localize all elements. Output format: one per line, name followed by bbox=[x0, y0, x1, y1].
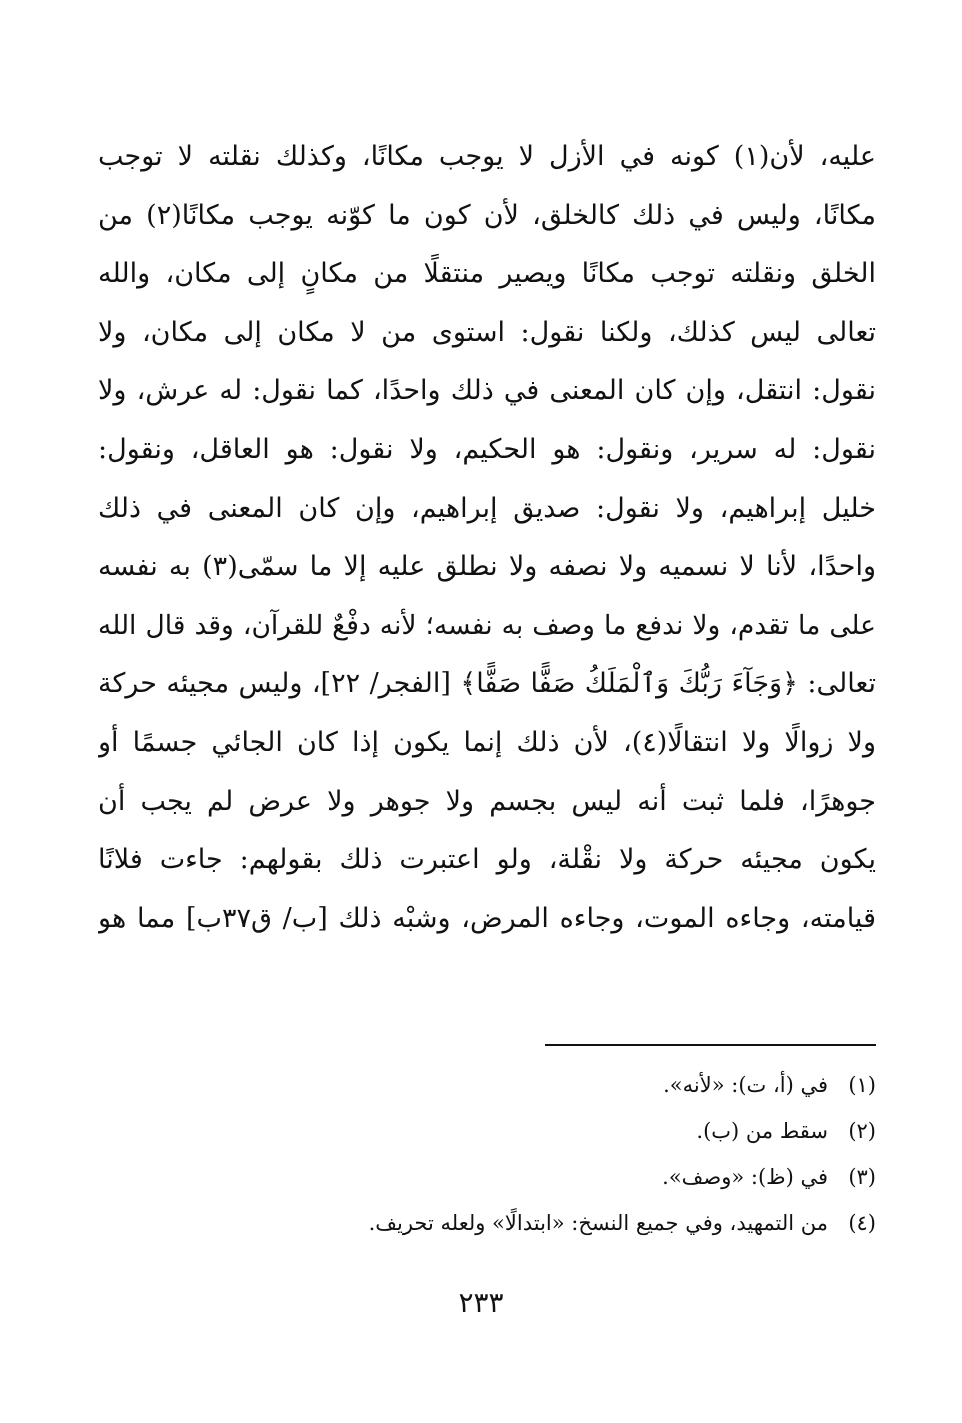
text-line: واحدًا، لأنا لا نسميه ولا نصفه ولا نطلق عليه إلا ما سمّى(٣) به نفسه bbox=[98, 551, 876, 583]
footnote-number: (٤) bbox=[848, 1211, 876, 1235]
text-line: خليل إبراهيم، ولا نقول: صديق إبراهيم، وإن كان المعنى في ذلك bbox=[98, 492, 876, 524]
footnote-number: (٢) bbox=[848, 1119, 876, 1143]
footnote-2 bbox=[176, 1108, 876, 1154]
text-line: مكانًا، وليس في ذلك كالخلق، لأن كون ما كوّنه يوجب مكانًا(٢) من bbox=[98, 199, 876, 231]
footnote-text: سقط من (ب). bbox=[696, 1119, 828, 1143]
text-line: على ما تقدم، ولا ندفع ما وصف به نفسه؛ لأنه دفْعٌ للقرآن، وقد قال الله bbox=[98, 609, 876, 641]
footnote-text: من التمهيد، وفي جميع النسخ: «ابتدالًا» ولعله تحريف. bbox=[368, 1211, 828, 1235]
text-line: عليه، لأن(١) كونه في الأزل لا يوجب مكانًا، وكذلك نقلته لا توجب bbox=[98, 141, 876, 172]
footnote-text: في (ظ): «وصف». bbox=[662, 1165, 828, 1189]
text-line: تعالى ليس كذلك، ولكنا نقول: استوى من لا مكان إلى مكان، ولا bbox=[98, 316, 876, 348]
page-number: ٢٣٣ bbox=[458, 1286, 504, 1319]
footnote-separator bbox=[545, 1044, 876, 1046]
footnote-4 bbox=[176, 1200, 876, 1246]
text-line: يكون مجيئه حركة ولا نقْلة، ولو اعتبرت ذلك بقولهم: جاءت فلانًا bbox=[98, 844, 876, 876]
text-line: جوهرًا، فلما ثبت أنه ليس بجسم ولا جوهر ولا عرض لم يجب أن bbox=[98, 785, 876, 817]
footnotes-block bbox=[176, 1062, 876, 1246]
footnote-text: في (أ، ت): «لأنه». bbox=[663, 1073, 828, 1097]
footnote-number: (٣) bbox=[848, 1165, 876, 1189]
text-line: الخلق ونقلته توجب مكانًا ويصير منتقلًا من مكانٍ إلى مكان، والله bbox=[98, 258, 876, 290]
text-line: نقول: انتقل، وإن كان المعنى في ذلك واحدًا، كما نقول: له عرش، ولا bbox=[98, 375, 876, 407]
footnote-number: (١) bbox=[848, 1073, 876, 1097]
text-line: قيامته، وجاءه الموت، وجاءه المرض، وشبْه ذلك [ب/ ق٣٧ب] مما هو bbox=[98, 902, 876, 934]
main-text-block bbox=[98, 128, 876, 948]
footnote-1 bbox=[176, 1062, 876, 1108]
text-line: ولا زوالًا ولا انتقالًا(٤)، لأن ذلك إنما يكون إذا كان الجائي جسمًا أو bbox=[98, 726, 876, 758]
text-line: تعالى: ﴿وَجَآءَ رَبُّكَ وَٱلْمَلَكُ صَفًّا صَفًّا﴾ [الفجر/ ٢٢]، وليس مجيئه حركة bbox=[98, 668, 876, 700]
footnote-3 bbox=[176, 1154, 876, 1200]
text-line: نقول: له سرير، ونقول: هو الحكيم، ولا نقول: هو العاقل، ونقول: bbox=[98, 433, 876, 465]
